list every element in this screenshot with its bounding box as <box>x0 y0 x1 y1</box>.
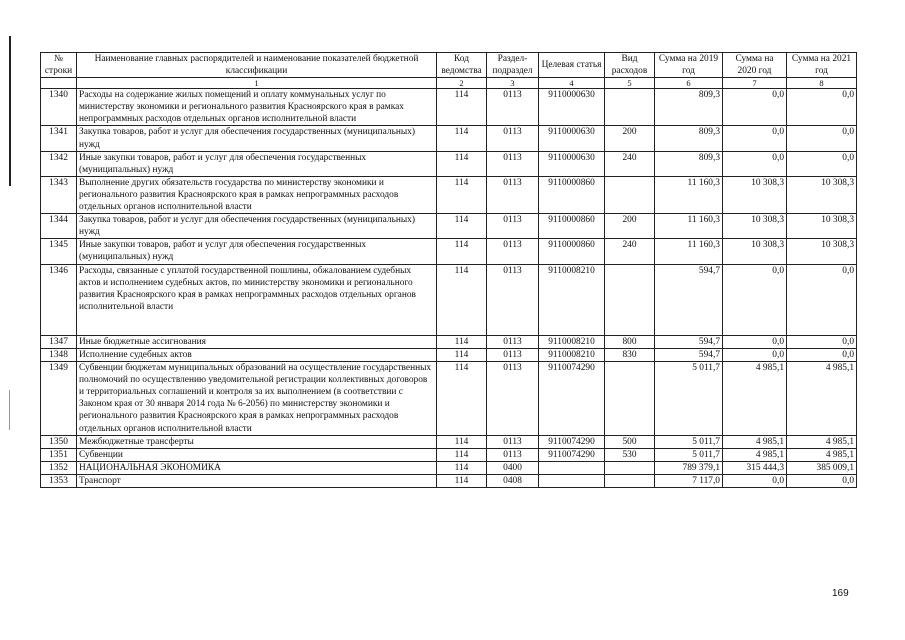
row-target-cell: 9110000860 <box>539 176 605 213</box>
budget-table <box>40 52 857 488</box>
row-sum-2021-cell: 385 009,1 <box>787 461 857 474</box>
row-target-cell <box>539 474 605 487</box>
row-sum-2020-cell: 10 308,3 <box>723 239 787 264</box>
row-expense-type-cell <box>605 176 655 213</box>
header-target-item: Целевая статья <box>539 53 605 78</box>
row-number-cell: 1351 <box>41 448 77 461</box>
row-section-cell: 0113 <box>487 126 539 151</box>
table-row <box>41 126 857 151</box>
row-sum-2021-cell: 0,0 <box>787 264 857 335</box>
row-dept-cell: 114 <box>437 176 487 213</box>
column-index-cell: 4 <box>539 78 605 89</box>
row-sum-2019-cell: 11 160,3 <box>655 176 723 213</box>
row-number-cell: 1352 <box>41 461 77 474</box>
row-sum-2021-cell: 10 308,3 <box>787 239 857 264</box>
row-sum-2020-cell: 0,0 <box>723 89 787 126</box>
column-index-cell <box>41 78 77 89</box>
row-number-cell: 1343 <box>41 176 77 213</box>
row-name-cell: НАЦИОНАЛЬНАЯ ЭКОНОМИКА <box>77 461 437 474</box>
row-sum-2019-cell: 809,3 <box>655 89 723 126</box>
row-number-cell: 1345 <box>41 239 77 264</box>
row-expense-type-cell: 800 <box>605 335 655 348</box>
row-section-cell: 0113 <box>487 89 539 126</box>
table-row <box>41 435 857 448</box>
header-row-no: № строки <box>41 53 77 78</box>
row-section-cell: 0113 <box>487 335 539 348</box>
table-row <box>41 89 857 126</box>
row-sum-2019-cell: 594,7 <box>655 348 723 361</box>
table-row <box>41 151 857 176</box>
table-row <box>41 362 857 436</box>
column-index-cell: 3 <box>487 78 539 89</box>
row-dept-cell: 114 <box>437 151 487 176</box>
row-section-cell: 0113 <box>487 176 539 213</box>
row-sum-2019-cell: 594,7 <box>655 335 723 348</box>
row-sum-2020-cell: 315 444,3 <box>723 461 787 474</box>
row-number-cell: 1350 <box>41 435 77 448</box>
table-header-row <box>41 53 857 78</box>
row-target-cell: 9110074290 <box>539 448 605 461</box>
row-expense-type-cell: 240 <box>605 151 655 176</box>
row-name-cell: Выполнение других обязательств государства по министерству экономики и регионального развития Красноярского края в рамках непрограммных расходов отдельных органов исполнительной власти <box>77 176 437 213</box>
row-name-cell: Закупка товаров, работ и услуг для обеспечения государственных (муниципальных) нужд <box>77 214 437 239</box>
table-row <box>41 448 857 461</box>
row-section-cell: 0113 <box>487 264 539 335</box>
row-sum-2021-cell: 10 308,3 <box>787 214 857 239</box>
column-index-cell: 6 <box>655 78 723 89</box>
row-expense-type-cell: 200 <box>605 126 655 151</box>
table-row <box>41 264 857 335</box>
row-section-cell: 0408 <box>487 474 539 487</box>
scan-edge-mark <box>9 390 10 430</box>
row-target-cell: 9110000860 <box>539 214 605 239</box>
row-expense-type-cell <box>605 89 655 126</box>
row-dept-cell: 114 <box>437 362 487 436</box>
table-row <box>41 239 857 264</box>
column-index-cell: 2 <box>437 78 487 89</box>
table-row <box>41 474 857 487</box>
row-target-cell: 9110074290 <box>539 362 605 436</box>
row-name-cell: Иные закупки товаров, работ и услуг для обеспечения государственных (муниципальных) нужд <box>77 151 437 176</box>
row-sum-2019-cell: 11 160,3 <box>655 239 723 264</box>
row-dept-cell: 114 <box>437 474 487 487</box>
row-sum-2019-cell: 7 117,0 <box>655 474 723 487</box>
row-target-cell: 9110008210 <box>539 348 605 361</box>
row-section-cell: 0113 <box>487 214 539 239</box>
row-section-cell: 0113 <box>487 239 539 264</box>
row-expense-type-cell <box>605 362 655 436</box>
row-expense-type-cell <box>605 474 655 487</box>
row-section-cell: 0113 <box>487 151 539 176</box>
row-sum-2019-cell: 5 011,7 <box>655 362 723 436</box>
row-expense-type-cell: 500 <box>605 435 655 448</box>
row-name-cell: Расходы, связанные с уплатой государственной пошлины, обжалованием судебных актов и исполнением судебных актов, по министерству экономики и регионального развития Красноярского края в рамках непрограммных расходов отдельных органов исполнительной власти <box>77 264 437 335</box>
row-sum-2020-cell: 10 308,3 <box>723 214 787 239</box>
row-name-cell: Расходы на содержание жилых помещений и оплату коммунальных услуг по министерству экономики и регионального развития Красноярского края в рамках непрограммных расходов отдельных органов исполнительной власти <box>77 89 437 126</box>
row-expense-type-cell: 830 <box>605 348 655 361</box>
row-dept-cell: 114 <box>437 264 487 335</box>
row-dept-cell: 114 <box>437 448 487 461</box>
row-name-cell: Исполнение судебных актов <box>77 348 437 361</box>
page-number: 169 <box>832 588 849 599</box>
row-sum-2020-cell: 0,0 <box>723 151 787 176</box>
header-section: Раздел-подраздел <box>487 53 539 78</box>
row-number-cell: 1342 <box>41 151 77 176</box>
row-name-cell: Иные бюджетные ассигнования <box>77 335 437 348</box>
row-expense-type-cell: 200 <box>605 214 655 239</box>
row-name-cell: Субвенции бюджетам муниципальных образований на осуществление государственных полномочий по осуществлению уведомительной регистрации коллективных договоров и территориальных соглашений и контроля за их выполнением (в соответствии с Законом края от 30 января 2014 года № 6-2056) по министерству экономики и регионального развития Красноярского края в рамках непрограммных расходов отдельных органов исполнительной власти <box>77 362 437 436</box>
row-sum-2021-cell: 4 985,1 <box>787 362 857 436</box>
row-section-cell: 0113 <box>487 362 539 436</box>
row-sum-2019-cell: 809,3 <box>655 151 723 176</box>
column-index-row <box>41 78 857 89</box>
row-name-cell: Межбюджетные трансферты <box>77 435 437 448</box>
row-target-cell: 9110000860 <box>539 239 605 264</box>
row-number-cell: 1341 <box>41 126 77 151</box>
table-row <box>41 176 857 213</box>
row-number-cell: 1346 <box>41 264 77 335</box>
row-number-cell: 1340 <box>41 89 77 126</box>
row-dept-cell: 114 <box>437 461 487 474</box>
row-sum-2019-cell: 11 160,3 <box>655 214 723 239</box>
row-expense-type-cell: 530 <box>605 448 655 461</box>
header-sum-2019: Сумма на 2019 год <box>655 53 723 78</box>
header-name: Наименование главных распорядителей и наименование показателей бюджетной классификации <box>77 53 437 78</box>
row-dept-cell: 114 <box>437 335 487 348</box>
row-dept-cell: 114 <box>437 214 487 239</box>
row-sum-2020-cell: 0,0 <box>723 335 787 348</box>
row-sum-2020-cell: 4 985,1 <box>723 435 787 448</box>
row-sum-2019-cell: 5 011,7 <box>655 448 723 461</box>
row-sum-2019-cell: 789 379,1 <box>655 461 723 474</box>
row-target-cell <box>539 461 605 474</box>
row-sum-2021-cell: 0,0 <box>787 474 857 487</box>
row-dept-cell: 114 <box>437 435 487 448</box>
row-sum-2021-cell: 0,0 <box>787 348 857 361</box>
row-dept-cell: 114 <box>437 239 487 264</box>
row-target-cell: 9110000630 <box>539 89 605 126</box>
row-section-cell: 0113 <box>487 448 539 461</box>
row-sum-2020-cell: 10 308,3 <box>723 176 787 213</box>
row-sum-2019-cell: 594,7 <box>655 264 723 335</box>
row-target-cell: 9110008210 <box>539 335 605 348</box>
row-sum-2020-cell: 4 985,1 <box>723 362 787 436</box>
header-sum-2021: Сумма на 2021 год <box>787 53 857 78</box>
column-index-cell: 5 <box>605 78 655 89</box>
row-dept-cell: 114 <box>437 89 487 126</box>
row-sum-2020-cell: 0,0 <box>723 348 787 361</box>
row-number-cell: 1349 <box>41 362 77 436</box>
table-row <box>41 461 857 474</box>
row-sum-2021-cell: 4 985,1 <box>787 448 857 461</box>
row-sum-2020-cell: 0,0 <box>723 474 787 487</box>
row-name-cell: Иные закупки товаров, работ и услуг для обеспечения государственных (муниципальных) нужд <box>77 239 437 264</box>
row-section-cell: 0113 <box>487 348 539 361</box>
row-sum-2019-cell: 5 011,7 <box>655 435 723 448</box>
row-sum-2021-cell: 10 308,3 <box>787 176 857 213</box>
row-section-cell: 0400 <box>487 461 539 474</box>
table-row <box>41 335 857 348</box>
row-section-cell: 0113 <box>487 435 539 448</box>
row-sum-2021-cell: 0,0 <box>787 126 857 151</box>
row-name-cell: Закупка товаров, работ и услуг для обеспечения государственных (муниципальных) нужд <box>77 126 437 151</box>
column-index-cell: 1 <box>77 78 437 89</box>
row-number-cell: 1348 <box>41 348 77 361</box>
row-sum-2019-cell: 809,3 <box>655 126 723 151</box>
row-sum-2021-cell: 0,0 <box>787 89 857 126</box>
row-number-cell: 1344 <box>41 214 77 239</box>
row-sum-2020-cell: 0,0 <box>723 264 787 335</box>
row-sum-2020-cell: 4 985,1 <box>723 448 787 461</box>
row-target-cell: 9110074290 <box>539 435 605 448</box>
table-row <box>41 348 857 361</box>
row-expense-type-cell <box>605 264 655 335</box>
row-expense-type-cell <box>605 461 655 474</box>
row-number-cell: 1347 <box>41 335 77 348</box>
row-sum-2021-cell: 0,0 <box>787 151 857 176</box>
row-expense-type-cell: 240 <box>605 239 655 264</box>
row-name-cell: Субвенции <box>77 448 437 461</box>
scan-edge-mark <box>9 36 11 186</box>
column-index-cell: 8 <box>787 78 857 89</box>
row-sum-2021-cell: 4 985,1 <box>787 435 857 448</box>
column-index-cell: 7 <box>723 78 787 89</box>
header-sum-2020: Сумма на 2020 год <box>723 53 787 78</box>
row-dept-cell: 114 <box>437 126 487 151</box>
row-sum-2021-cell: 0,0 <box>787 335 857 348</box>
row-sum-2020-cell: 0,0 <box>723 126 787 151</box>
header-dept-code: Код ведомства <box>437 53 487 78</box>
table-row <box>41 214 857 239</box>
row-target-cell: 9110000630 <box>539 126 605 151</box>
header-expense-type: Вид расходов <box>605 53 655 78</box>
row-name-cell: Транспорт <box>77 474 437 487</box>
row-target-cell: 9110000630 <box>539 151 605 176</box>
row-target-cell: 9110008210 <box>539 264 605 335</box>
row-number-cell: 1353 <box>41 474 77 487</box>
row-dept-cell: 114 <box>437 348 487 361</box>
